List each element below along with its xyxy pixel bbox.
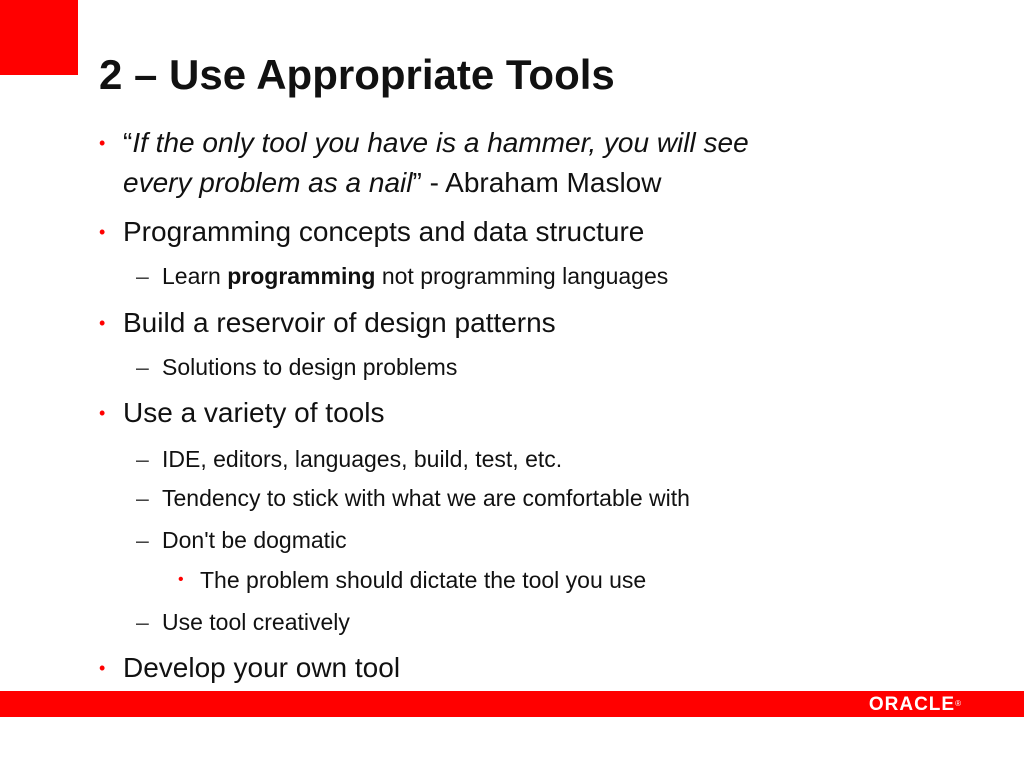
subbullet-ide-editors <box>136 443 563 475</box>
quote-text-line-1: If the only tool you have is a hammer, you will see <box>132 127 749 158</box>
bullet-marker: • <box>99 222 106 242</box>
subbullet-text: Don't be dogmatic <box>162 527 347 553</box>
dash-marker: – <box>136 609 149 635</box>
quote-line-1 <box>123 123 749 163</box>
bullet-programming-concepts <box>99 212 645 252</box>
subbullet-design-solutions <box>136 351 458 383</box>
slide-title: 2 – Use Appropriate Tools <box>99 51 615 98</box>
bullet-text: Build a reservoir of design patterns <box>123 307 556 338</box>
dash-marker: – <box>136 446 149 472</box>
subbullet-suffix: not programming languages <box>375 263 669 289</box>
subbullet-text: Use tool creatively <box>162 609 350 635</box>
subsubbullet-problem-dictates-tool <box>178 564 647 596</box>
subbullet-learn-programming <box>136 260 669 292</box>
bullet-text: Use a variety of tools <box>123 397 385 428</box>
corner-accent-square <box>0 0 78 75</box>
quote-close-mark: ” <box>412 167 422 198</box>
bullet-marker: • <box>99 133 106 153</box>
bullet-text: Develop your own tool <box>123 652 401 683</box>
quote-text-line-2: every problem as a nail <box>123 167 413 198</box>
logo-text: ORACLE <box>868 694 956 715</box>
subbullet-tendency <box>136 482 690 514</box>
quote-open-mark: “ <box>123 127 133 158</box>
dash-marker: – <box>136 263 149 289</box>
subbullet-prefix: Learn <box>162 263 228 289</box>
bullet-variety-of-tools <box>99 393 385 433</box>
bullet-marker: • <box>99 403 106 423</box>
subbullet-dont-be-dogmatic <box>136 524 347 556</box>
dash-marker: – <box>136 527 149 553</box>
bullet-marker: • <box>99 313 106 333</box>
quote-attribution: - Abraham Maslow <box>421 167 662 198</box>
subbullet-use-creatively <box>136 606 350 638</box>
bullet-marker: • <box>99 658 106 678</box>
subbullet-text: Solutions to design problems <box>162 354 458 380</box>
dash-marker: – <box>136 485 149 511</box>
dash-marker: – <box>136 354 149 380</box>
bullet-text: Programming concepts and data structure <box>123 216 645 247</box>
bullet-marker: • <box>178 571 184 588</box>
bullet-design-patterns <box>99 303 556 343</box>
subbullet-text: IDE, editors, languages, build, test, etc. <box>162 446 563 472</box>
subsubbullet-text: The problem should dictate the tool you use <box>200 567 647 593</box>
bullet-quote <box>99 123 749 203</box>
subbullet-text: Tendency to stick with what we are comfortable with <box>162 485 690 511</box>
subbullet-bold-word: programming <box>227 263 376 289</box>
bullet-develop-own-tool <box>99 648 401 688</box>
oracle-logo <box>869 694 962 716</box>
logo-registered-mark: ® <box>955 699 962 708</box>
quote-line-2 <box>123 163 749 203</box>
